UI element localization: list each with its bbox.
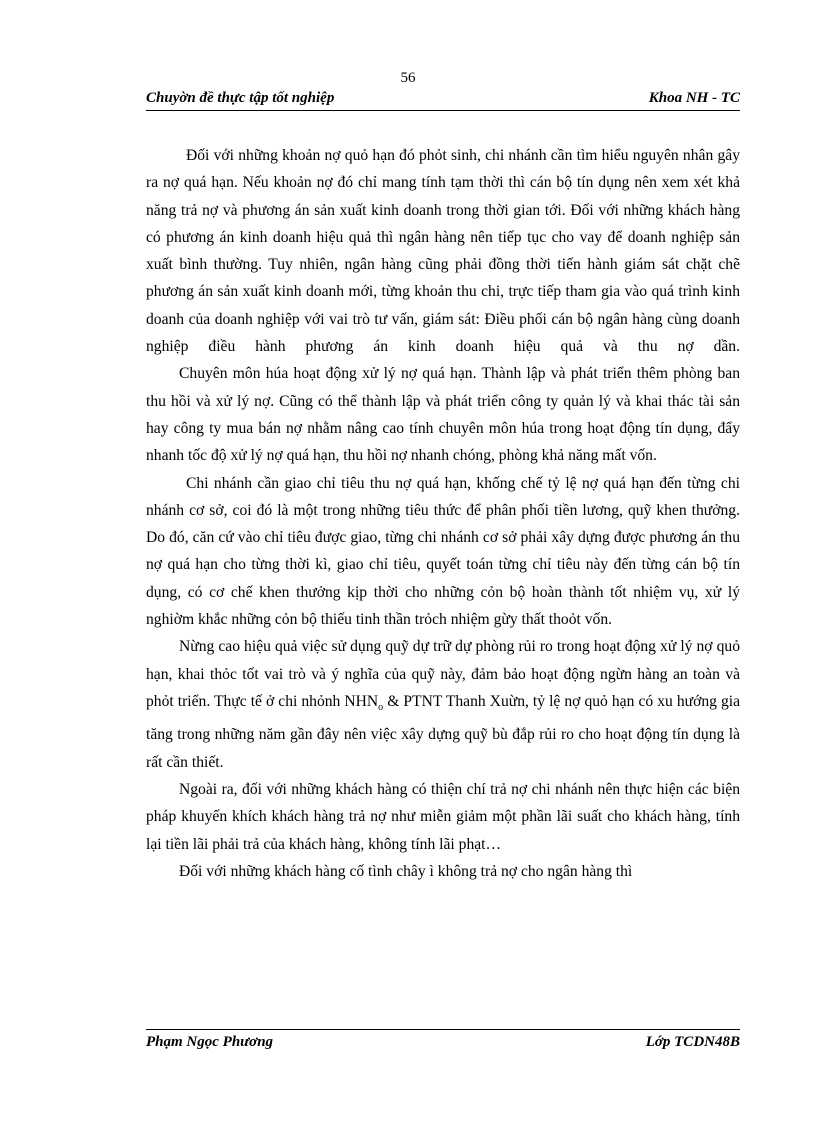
footer-class: Lớp TCDN48B: [645, 1034, 740, 1050]
page-header: [146, 88, 740, 111]
page-footer: [146, 1029, 740, 1050]
paragraph-reserve-fund: [146, 633, 740, 776]
paragraph-overdue-debt: Đối với những khoản nợ quỏ hạn đó phỏt sinh, chi nhánh cần tìm hiểu nguyên nhân gây ra nợ quá hạn. Nếu khoản nợ đó chỉ mang tính tạm thời thì cán bộ tín dụng nên xem xét khả năng trả nợ và phương án sản xuất kinh doanh trong thời gian tới. Đối với những khách hàng có phương án kinh doanh hiệu quả thì ngân hàng nên tiếp tục cho vay để doanh nghiệp sản xuất bình thường. Tuy nhiên, ngân hàng cũng phải đồng thời tiến hành giám sát chặt chẽ phương án sản xuất kinh doanh mới, từng khoản thu chi, trực tiếp tham gia vào quá trình kinh doanh của doanh nghiệp với vai trò tư vấn, giám sát: Điều phối cán bộ ngân hàng cùng doanh nghiệp điều hành phương án kinh doanh hiệu quả và thu nợ dần.: [146, 147, 740, 356]
paragraph-incentives: Ngoài ra, đối với những khách hàng có thiện chí trả nợ chi nhánh nên thực hiện các biện pháp khuyến khích khách hàng trả nợ như miễn giảm một phần lãi suất cho khách hàng, tính lại tiền lãi phải trả của khách hàng, không tính lãi phạt…: [146, 780, 740, 853]
reserve-fund-subscript: o: [378, 702, 384, 714]
reserve-fund-text-start: Nừng cao hiệu quả việc sử dụng quỹ dự trữ dự phòng rủi ro trong hoạt động xử lý nợ quỏ hạn, khai thỏc tốt vai trò và ý nghĩa của quỹ này, đảm bảo hoạt động ngừn hàng an toàn và phỏt triển. Thực tế ở chi nhỏnh NHN: [146, 638, 740, 710]
paragraph-specialization: Chuyên môn húa hoạt động xử lý nợ quá hạn. Thành lập và phát triển thêm phòng ban thu hồi và xử lý nợ. Cũng có thể thành lập và phát triển công ty quản lý và khai thác tài sản hay công ty mua bán nợ nhằm nâng cao tính chuyên môn húa trong hoạt động tín dụng, đẩy nhanh tốc độ xử lý nợ quá hạn, thu hồi nợ nhanh chóng, phòng khả năng mất vốn.: [146, 365, 740, 465]
page-number: 56: [400, 70, 416, 86]
footer-author: Phạm Ngọc Phương: [146, 1034, 274, 1050]
header-document-title: Chuyờn đề thực tập tốt nghiệp: [146, 90, 335, 106]
reserve-fund-text-end: & PTNT Thanh Xuừn, tỷ lệ nợ quỏ hạn có xu hướng gia tăng trong những năm gần đây nên việc xây dựng quỹ bù đắp rủi ro cho hoạt động tín dụng là rất cần thiết.: [146, 692, 740, 771]
document-body: [146, 142, 740, 885]
paragraph-deliberate-defaulters: Đối với những khách hàng cố tình chây ì không trả nợ cho ngân hàng thì: [179, 862, 633, 880]
header-department: Khoa NH - TC: [648, 90, 740, 106]
paragraph-targets: Chi nhánh cần giao chỉ tiêu thu nợ quá hạn, khống chế tỷ lệ nợ quá hạn đến từng chi nhánh cơ sở, coi đó là một trong những tiêu thức để phân phối tiền lương, quỹ khen thưởng. Do đó, căn cứ vào chỉ tiêu được giao, từng chi nhánh cơ sở phải xây dựng được phương án thu nợ quá hạn cho từng thời kì, giao chỉ tiêu, quyết toán từng chỉ tiêu này đến từng cán bộ tín dụng, có cơ chế khen thưởng kịp thời cho những cỏn bộ hoàn thành tốt nhiệm vụ, xử lý nghiờm khắc những cỏn bộ thiếu tinh thần trỏch nhiệm gừy thất thoỏt vốn.: [146, 474, 740, 629]
